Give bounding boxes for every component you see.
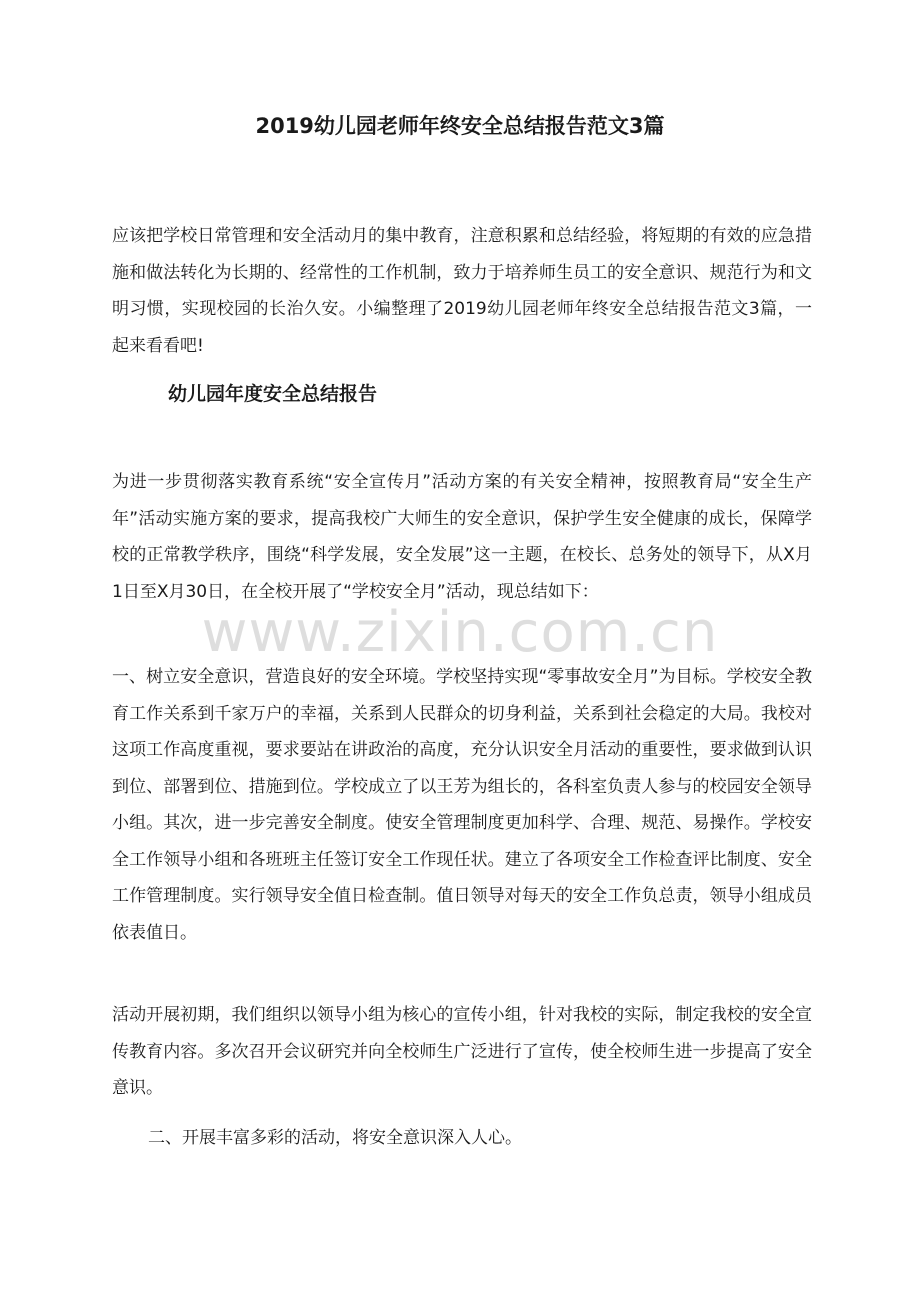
section-heading: 幼儿园年度安全总结报告 <box>168 383 378 405</box>
body-paragraph-2: 一、树立安全意识，营造良好的安全环境。学校坚持实现“零事故安全月”为目标。学校安全教育工作关系到千家万户的幸福，关系到人民群众的切身利益，关系到社会稳定的大局。我校对这项工作高度重视，要求要站在讲政治的高度，充分认识安全月活动的重要性，要求做到认识到位、部署到位、措施到位。学校成立了以王芳为组长的，各科室负责人参与的校园安全领导小组。其次，进一步完善安全制度。使安全管理制度更加科学、合理、规范、易操作。学校安全工作领导小组和各班班主任签订安全工作现任状。建立了各项安全工作检查评比制度、安全工作管理制度。实行领导安全值日检查制。值日领导对每天的安全工作负总责，领导小组成员依表值日。 <box>112 667 812 943</box>
body-paragraph-4: 二、开展丰富多彩的活动，将安全意识深入人心。 <box>148 1128 522 1148</box>
watermark-text: www.zixin.com.cn <box>201 600 719 665</box>
document-title: 2019幼儿园老师年终安全总结报告范文3篇 <box>255 114 665 138</box>
body-paragraph-1: 为进一步贯彻落实教育系统“安全宣传月”活动方案的有关安全精神，按照教育局“安全生产年”活动实施方案的要求，提高我校广大师生的安全意识，保护学生安全健康的成长，保障学校的正常教学秩序，围绕“科学发展，安全发展”这一主题，在校长、总务处的领导下，从X月1日至X月30日，在全校开展了“学校安全月”活动，现总结如下： <box>112 472 812 602</box>
intro-paragraph: 应该把学校日常管理和安全活动月的集中教育，注意积累和总结经验，将短期的有效的应急措施和做法转化为长期的、经常性的工作机制，致力于培养师生员工的安全意识、规范行为和文明习惯，实现校园的长治久安。小编整理了2019幼儿园老师年终安全总结报告范文3篇，一起来看看吧! <box>112 226 812 356</box>
body-paragraph-3: 活动开展初期，我们组织以领导小组为核心的宣传小组，针对我校的实际，制定我校的安全宣传教育内容。多次召开会议研究并向全校师生广泛进行了宣传，使全校师生进一步提高了安全意识。 <box>112 1005 812 1098</box>
